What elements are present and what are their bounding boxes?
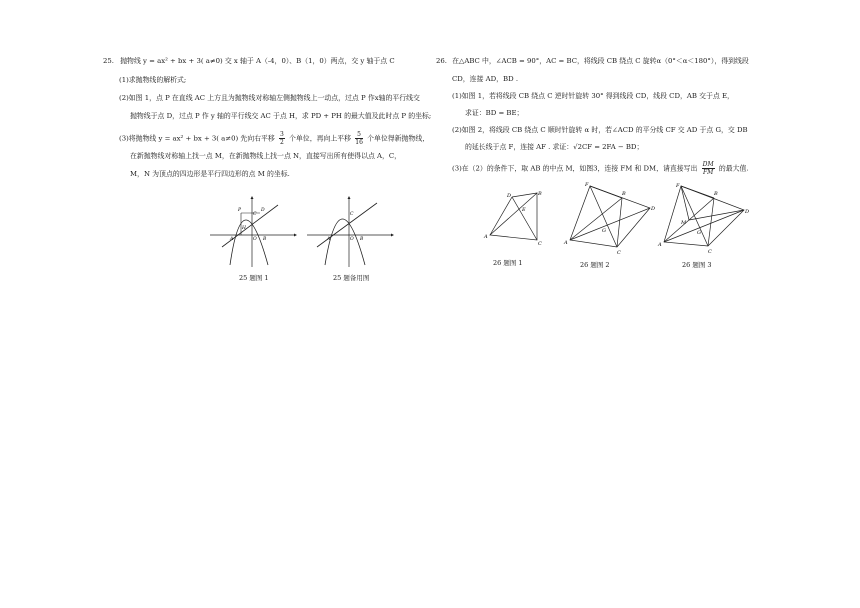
q26-fraction [702,161,715,176]
q25-part2-line1: (2)如图 1，点 P 在直线 AC 上方且为抛物线对称轴左侧抛物线上一动点，过点 P 作x轴的平行线交 [119,94,420,102]
q26-frac-num: DM [702,161,714,168]
label-c: C [253,212,257,217]
q25-frac2-den: 16 [355,139,363,146]
q25-frac1-den: 2 [280,139,284,146]
segment-bc [617,198,622,247]
segment-ad [570,208,650,240]
q25-figure-1 [208,195,298,270]
q26-stem-line2: CD，连接 AD，BD . [452,75,519,83]
label-f: F [676,183,680,189]
label-b: B [622,191,626,197]
x-axis-arrow [391,234,394,237]
label-a: A [230,237,234,242]
q25-number: 25. [103,57,114,65]
label-h: H [242,226,246,231]
segment-cd [512,197,537,240]
q26-part1-line1: (1)如图 1，若将线段 CB 绕点 C 逆时针旋转 30° 得到线段 CD，线段 CD，AB 交于点 E， [452,92,734,100]
q26-part3-line [452,161,749,176]
q25-part3-line1 [119,131,429,146]
q26-stem-text: 在△ABC 中，∠ACB = 90°，AC = BC，将线段 CB 绕点 C 旋转α（0°＜α＜180°），得到线段 [452,57,749,65]
q26-figure-1 [482,185,552,247]
label-a: A [484,234,488,240]
q26-part2-line1: (2)如图 2，将线段 CB 绕点 C 顺时针旋转 α 时，若∠ACD 的平分线 CF 交 AD 于点 G，交 DB [452,126,748,134]
q25-part3-text-c: 个单位得新抛物线， [367,134,430,143]
label-c: C [708,249,712,255]
x-axis-arrow [294,234,297,237]
q26-stem-line1 [436,57,749,66]
label-b: B [538,191,542,197]
q26-part1-line2: 求证：BD = BE； [465,109,524,117]
q25-frac2-num: 5 [357,131,361,138]
q26-part3-text-a: (3)在（2）的条件下，取 AB 的中点 M，如图3，连接 FM 和 DM，请直接写出 [452,164,698,173]
q26-frac-den: FM [702,169,714,176]
label-c: C [538,241,542,247]
label-p: P [238,208,242,213]
label-m: M [681,220,687,226]
y-axis-arrow [348,196,351,199]
q25-part3-text-b: 个单位，再向上平移 [289,134,352,143]
segment-ad [490,197,512,235]
label-a: A [658,242,662,248]
line-ac [317,203,377,247]
label-a: A [564,240,568,246]
label-d: D [651,206,656,212]
q25-caption-2: 25 题备用图 [333,274,370,282]
q25-part3-line3: M，N 为顶点的四边形是平行四边形的点 M 的坐标. [130,170,290,178]
label-d: D [261,208,265,213]
label-b: B [263,237,267,242]
q25-stem-text: 抛物线 y = ax² + bx + 3( a≠0) 交 x 轴于 A（-4，0）、B（1，0）两点，交 y 轴于点 C [120,57,395,65]
label-e: E [522,207,526,213]
q25-fraction-1 [279,131,285,146]
q26-number: 26. [436,57,447,65]
quadrilateral-afdc [570,186,650,247]
q25-part2-line2: 抛物线于点 D，过点 P 作 y 轴的平行线交 AC 于点 H，求 PD + PH 的最大值及此时点 P 的坐标; [130,112,432,120]
q25-caption-1: 25 题图 1 [239,274,269,282]
label-o: O [350,237,354,242]
q26-caption-3: 26 题图 3 [682,261,712,269]
label-a: A [327,237,331,242]
q25-part1: (1)求抛物线的解析式; [119,76,187,84]
q26-part2-line2: 的延长线于点 F，连接 AF . 求证：√2CF = 2FA − BD； [465,143,644,151]
q26-figure-3 [656,180,754,255]
q26-part3-text-b: 的最大值. [718,164,749,173]
label-d: D [745,209,750,215]
q25-stem [103,57,395,66]
q25-part3-line2: 在新抛物线对称轴上找一点 M，在新抛物线上找一点 N，直接写出所有使得以点 A，C， [130,152,402,160]
q26-caption-2: 26 题图 2 [580,261,610,269]
label-b: B [714,191,718,197]
label-b: B [360,237,364,242]
y-axis-arrow [251,196,254,199]
parabola [325,219,365,265]
q26-figure-2 [562,180,657,255]
label-c: C [617,250,621,255]
label-g: G [697,230,701,236]
segment-cf [590,186,617,247]
label-d: D [507,193,512,199]
q25-fraction-2 [355,131,363,146]
q26-caption-1: 26 题图 1 [493,259,523,267]
q25-frac1-num: 3 [280,131,284,138]
label-o: O [253,237,257,242]
label-g: G [602,228,606,234]
label-f: F [585,182,589,188]
segment-fm [681,186,689,220]
label-c: C [350,212,354,217]
q25-backup-figure [305,195,395,270]
q25-part3-text-a: (3)将抛物线 y = ax² + bx + 3( a≠0) 先向右平移 [119,134,275,143]
